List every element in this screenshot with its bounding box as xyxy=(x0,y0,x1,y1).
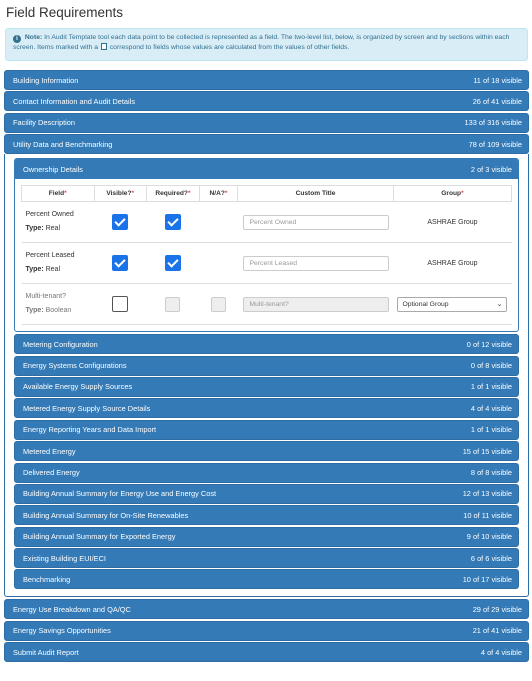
section-energy-savings-opportunities[interactable] xyxy=(4,621,529,641)
section-ownership-details[interactable] xyxy=(15,159,518,179)
visible-checkbox[interactable] xyxy=(112,296,128,312)
section-benchmarking[interactable] xyxy=(14,569,519,589)
section-label: Building Annual Summary for Energy Use and Energy Cost xyxy=(23,489,217,499)
section-count: 6 of 6 visible xyxy=(470,553,512,563)
required-checkbox[interactable] xyxy=(165,214,181,230)
section-submit-audit-report[interactable] xyxy=(4,642,529,662)
group-select[interactable] xyxy=(397,297,507,312)
section-delivered-energy[interactable] xyxy=(14,463,519,483)
table-row xyxy=(22,202,512,243)
section-energy-use-breakdown[interactable] xyxy=(4,599,529,619)
info-circle-icon: i xyxy=(13,35,21,43)
group-select-value: Optional Group xyxy=(402,300,449,308)
page-title: Field Requirements xyxy=(6,5,124,20)
field-type: Type: Real xyxy=(25,266,61,274)
section-count: 1 of 1 visible xyxy=(470,382,512,392)
field-name: Percent Leased xyxy=(25,252,75,260)
section-label: Available Energy Supply Sources xyxy=(23,382,133,392)
section-count: 9 of 10 visible xyxy=(466,532,512,542)
section-metered-energy-supply-source-details[interactable] xyxy=(14,398,519,418)
section-count: 11 of 18 visible xyxy=(473,75,522,85)
note-text-2: correspond to fields whose values are calculated from the values of other fields. xyxy=(109,44,350,51)
section-count: 15 of 15 visible xyxy=(462,446,512,456)
custom-title-input[interactable]: Percent Owned xyxy=(243,215,389,230)
section-utility-data[interactable] xyxy=(4,134,529,154)
group-text: ASHRAE Group xyxy=(427,218,478,226)
field-type: Type: Boolean xyxy=(25,307,72,315)
custom-title-input[interactable]: Percent Leased xyxy=(243,256,389,271)
section-annual-summary-exported[interactable] xyxy=(14,527,519,547)
visible-checkbox[interactable] xyxy=(112,214,128,230)
field-name: Percent Owned xyxy=(25,211,74,219)
field-name: Multi-tenant? xyxy=(25,293,66,301)
section-label: Submit Audit Report xyxy=(13,647,79,657)
section-label: Metering Configuration xyxy=(23,339,98,349)
na-checkbox-disabled xyxy=(211,297,226,312)
header-required: Required?* xyxy=(146,186,199,202)
section-label: Metered Energy Supply Source Details xyxy=(23,403,151,413)
required-checkbox-disabled xyxy=(165,297,180,312)
section-count: 133 of 316 visible xyxy=(464,118,522,128)
fields-table xyxy=(21,185,512,325)
header-field: Field* xyxy=(22,186,95,202)
section-count: 10 of 17 visible xyxy=(462,574,512,584)
table-header-row xyxy=(22,186,512,202)
section-count: 12 of 13 visible xyxy=(462,489,512,499)
section-annual-summary-renewables[interactable] xyxy=(14,505,519,525)
section-count: 29 of 29 visible xyxy=(472,604,522,614)
section-label: Building Information xyxy=(13,75,79,85)
section-label: Contact Information and Audit Details xyxy=(13,96,136,106)
header-visible: Visible?* xyxy=(94,186,146,202)
section-facility-description[interactable] xyxy=(4,113,529,133)
note-text-1: In Audit Template tool each data point to be collected is represented as a field. The two-level list, below, is organized by screen and by sections within each screen. Items marked with a xyxy=(13,34,510,51)
section-metered-energy[interactable] xyxy=(14,441,519,461)
section-label: Delivered Energy xyxy=(23,468,80,478)
section-energy-systems-configurations[interactable] xyxy=(14,356,519,376)
calculator-icon xyxy=(101,43,107,50)
group-text: ASHRAE Group xyxy=(427,259,478,267)
header-group: Group* xyxy=(393,186,511,202)
section-label: Ownership Details xyxy=(23,164,83,174)
section-label: Energy Savings Opportunities xyxy=(13,626,111,636)
section-count: 0 of 8 visible xyxy=(470,361,512,371)
section-count: 0 of 12 visible xyxy=(466,339,512,349)
table-row xyxy=(22,243,512,284)
section-label: Energy Systems Configurations xyxy=(23,361,127,371)
section-count: 21 of 41 visible xyxy=(472,626,522,636)
table-row xyxy=(22,284,512,325)
section-label: Facility Description xyxy=(13,118,76,128)
section-label: Utility Data and Benchmarking xyxy=(13,139,113,149)
section-label: Existing Building EUI/ECI xyxy=(23,553,106,563)
note-label: Note: xyxy=(24,34,43,41)
section-label: Energy Reporting Years and Data Import xyxy=(23,425,157,435)
field-type: Type: Real xyxy=(25,225,61,233)
section-available-energy-supply-sources[interactable] xyxy=(14,377,519,397)
required-checkbox[interactable] xyxy=(165,255,181,271)
section-metering-configuration[interactable] xyxy=(14,334,519,354)
chevron-down-icon: ⌄ xyxy=(496,301,503,309)
section-label: Building Annual Summary for Exported Energy xyxy=(23,532,176,542)
section-existing-building-eui[interactable] xyxy=(14,548,519,568)
section-count: 2 of 3 visible xyxy=(470,164,512,174)
section-count: 4 of 4 visible xyxy=(470,403,512,413)
section-annual-summary-energy-use[interactable] xyxy=(14,484,519,504)
section-contact-information[interactable] xyxy=(4,91,529,111)
section-count: 1 of 1 visible xyxy=(470,425,512,435)
header-custom-title: Custom Title xyxy=(237,186,393,202)
section-label: Benchmarking xyxy=(23,574,71,584)
section-energy-reporting-years[interactable] xyxy=(14,420,519,440)
section-label: Energy Use Breakdown and QA/QC xyxy=(13,604,131,614)
section-count: 4 of 4 visible xyxy=(480,647,522,657)
info-note xyxy=(5,28,528,61)
section-count: 10 of 11 visible xyxy=(463,510,512,520)
section-count: 26 of 41 visible xyxy=(472,96,522,106)
custom-title-input-disabled: Multi-tenant? xyxy=(243,297,389,312)
section-count: 8 of 8 visible xyxy=(470,468,512,478)
header-na: N/A?* xyxy=(200,186,238,202)
section-count: 78 of 109 visible xyxy=(468,139,522,149)
visible-checkbox[interactable] xyxy=(112,255,128,271)
ownership-details-panel xyxy=(14,158,519,332)
utility-data-panel xyxy=(4,154,529,597)
section-label: Building Annual Summary for On-Site Renewables xyxy=(23,510,189,520)
section-label: Metered Energy xyxy=(23,446,76,456)
section-building-information[interactable] xyxy=(4,70,529,90)
